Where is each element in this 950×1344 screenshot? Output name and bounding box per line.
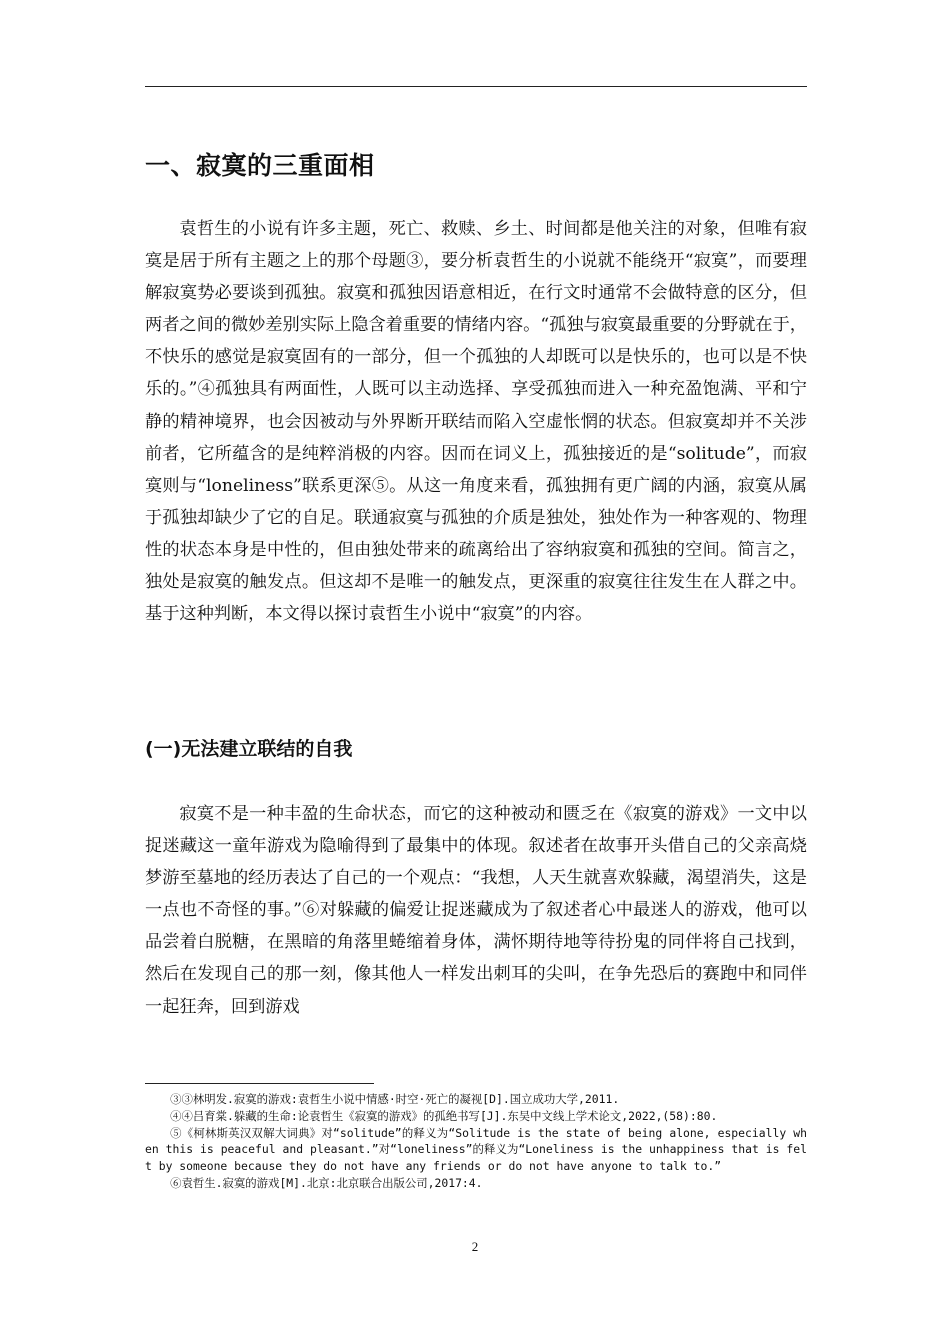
footnote: ⑥袁哲生.寂寞的游戏[M].北京:北京联合出版公司,2017:4. [170, 1175, 483, 1190]
footnote: ④④吕育棠.躲藏的生命:论袁哲生《寂寞的游戏》的孤绝书写[J].东吴中文线上学术论文,2022,(58):80. [170, 1108, 718, 1123]
body-paragraph: 寂寞不是一种丰盈的生命状态，而它的这种被动和匮乏在《寂寞的游戏》一文中以捉迷藏这一童年游戏为隐喻得到了最集中的体现。叙述者在故事开头借自己的父亲高烧梦游至墓地的经历表达了自己的一个观点：“我想，人天生就喜欢躲藏，渴望消失，这是一点也不奇怪的事。”⑥对躲藏的偏爱让捉迷藏成为了叙述者心中最迷人的游戏，他可以品尝着白脱糖，在黑暗的角落里蜷缩着身体，满怀期待地等待扮鬼的同伴将自己找到，然后在发现自己的那一刻，像其他人一样发出刺耳的尖叫，在争先恐后的赛跑中和同伴一起狂奔，回到游戏 [145, 804, 807, 1017]
footnotes [145, 1091, 807, 1192]
page-number: 2 [471, 1239, 479, 1254]
subsection-title: (一)无法建立联结的自我 [145, 738, 353, 760]
footnote: ③③林明发.寂寞的游戏:袁哲生小说中情感·时空·死亡的凝视[D].国立成功大学,2011. [170, 1092, 620, 1106]
footnote: ⑤《柯林斯英汉双解大词典》对“solitude”的释义为“Solitude is the state of being alone, especially when this is peaceful and pleasant.”对“loneliness”的释义为“Loneliness is the unhappiness that is felt by someone because they do not have any friends or do not have anyone to talk to.” [145, 1125, 807, 1174]
section-title: 一、寂寞的三重面相 [145, 151, 375, 180]
header-rule [145, 86, 807, 87]
footnote-separator [145, 1083, 374, 1084]
body-paragraph: 袁哲生的小说有许多主题，死亡、救赎、乡土、时间都是他关注的对象，但唯有寂寞是居于所有主题之上的那个母题③，要分析袁哲生的小说就不能绕开“寂寞”，而要理解寂寞势必要谈到孤独。寂寞和孤独因语意相近，在行文时通常不会做特意的区分，但两者之间的微妙差别实际上隐含着重要的情绪内容。“孤独与寂寞最重要的分野就在于，不快乐的感觉是寂寞固有的一部分，但一个孤独的人却既可以是快乐的，也可以是不快乐的。”④孤独具有两面性，人既可以主动选择、享受孤独而进入一种充盈饱满、平和宁静的精神境界，也会因被动与外界断开联结而陷入空虚怅惘的状态。但寂寞却并不关涉前者，它所蕴含的是纯粹消极的内容。因而在词义上，孤独接近的是“solitude”，而寂寞则与“loneliness”联系更深⑤。从这一角度来看，孤独拥有更广阔的内涵，寂寞从属于孤独却缺少了它的自足。联通寂寞与孤独的介质是独处，独处作为一种客观的、物理性的状态本身是中性的，但由独处带来的疏离给出了容纳寂寞和孤独的空间。简言之，独处是寂寞的触发点。但这却不是唯一的触发点，更深重的寂寞往往发生在人群之中。基于这种判断，本文得以探讨袁哲生小说中“寂寞”的内容。 [145, 219, 807, 625]
